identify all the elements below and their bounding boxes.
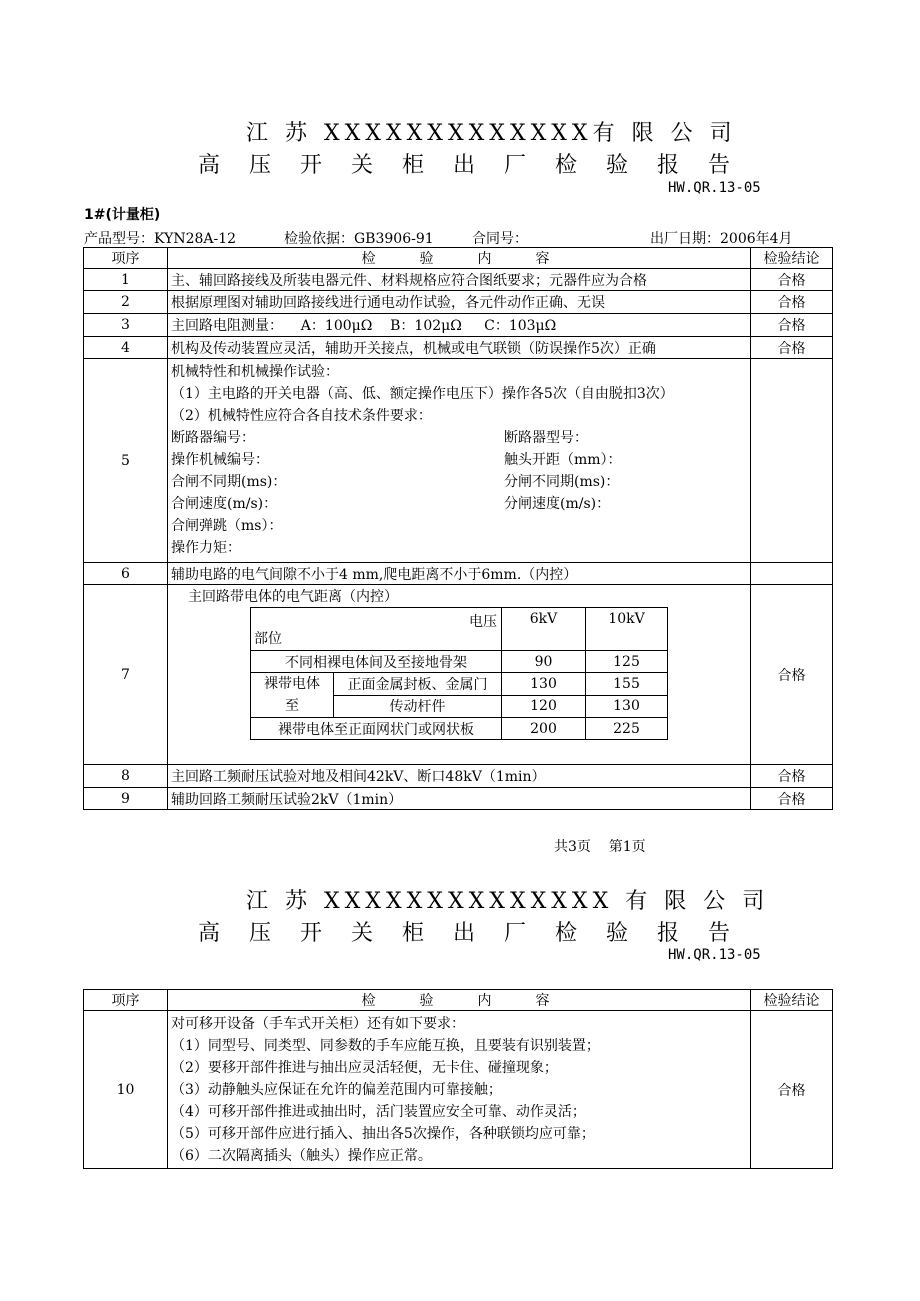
table-row: [84, 788, 833, 810]
table-row: [84, 337, 833, 359]
row-result: [751, 359, 833, 563]
breaker-model-field: 断路器型号：: [504, 430, 588, 446]
distance-caption: 主回路带电体的电气距离（内控）: [188, 589, 398, 605]
requirement-line: （5）可移开部件应进行插入、抽出各5次操作，各种联锁均应可靠；: [171, 1126, 595, 1142]
open-speed-field: 分闸速度(m/s)：: [504, 496, 611, 512]
distance-value: 225: [586, 718, 668, 740]
open-async-field: 分闸不同期(ms)：: [504, 474, 620, 490]
distance-value: 120: [502, 695, 586, 718]
table-row: [84, 269, 833, 291]
row-content: [168, 585, 751, 765]
requirement-line: （3）动静触头应保证在允许的偏差范围内可靠接触；: [171, 1082, 502, 1098]
row-content: 主回路工频耐压试验对地及相间42kV、断口48kV（1min）: [168, 765, 751, 788]
close-bounce-field: 合闸弹跳（ms）：: [171, 518, 283, 534]
distance-value: 130: [586, 695, 668, 718]
page-counter: 共3页 第1页: [554, 839, 646, 855]
corner-cell: [251, 608, 502, 651]
table-row: [84, 291, 833, 314]
row-result: 合格: [751, 765, 833, 788]
row-no: 1: [84, 269, 168, 291]
requirement-line: （4）可移开部件推进或抽出时，活门装置应安全可靠、动作灵活；: [171, 1104, 586, 1120]
voltage-6kv: 6kV: [502, 608, 586, 651]
mech-test-item2: （2）机械特性应符合各自技术条件要求：: [171, 408, 432, 424]
row-no: 4: [84, 337, 168, 359]
row-content: 辅助电路的电气间隙不小于4 mm,爬电距离不小于6mm.（内控）: [168, 563, 751, 585]
table-header: [84, 248, 833, 269]
header-result: 检验结论: [751, 990, 833, 1011]
group-label: [251, 673, 334, 718]
header-no: 项序: [84, 248, 168, 269]
row-result: 合格: [751, 585, 833, 765]
inspection-table-page2: [83, 989, 833, 1169]
mech-test-item1: （1）主电路的开关电器（高、低、额定操作电压下）操作各5次（自由脱扣3次）: [171, 386, 674, 402]
header-content: 检验内容: [168, 990, 751, 1011]
row-result: 合格: [751, 337, 833, 359]
inspection-basis: 检验依据：GB3906-91: [284, 231, 434, 247]
distance-row-label: 不同相裸电体间及至接地骨架: [251, 651, 502, 673]
group-label-line: 至: [285, 698, 299, 714]
company-name: 江 苏 XXXXXXXXXXXXX有 限 公 司: [246, 121, 737, 146]
row-no: 2: [84, 291, 168, 314]
report-title-page2: 高压开关柜出厂检验报告: [198, 921, 760, 946]
row-no: 8: [84, 765, 168, 788]
row-content: [168, 1011, 751, 1169]
header-no: 项序: [84, 990, 168, 1011]
row-content: 辅助回路工频耐压试验2kV（1min）: [168, 788, 751, 810]
inspection-table-page1: [83, 247, 833, 810]
header-content: 检验内容: [168, 248, 751, 269]
distance-row-label: 传动杆件: [334, 695, 502, 718]
breaker-no-field: 断路器编号：: [171, 430, 255, 446]
contract-no: 合同号：: [472, 231, 528, 247]
requirement-line: （1）同型号、同类型、同参数的手车应能互换，且要装有识别装置；: [171, 1038, 600, 1054]
table-row: [84, 1011, 833, 1169]
requirement-line: （6）二次隔离插头（触头）操作应正常。: [171, 1148, 432, 1164]
row-content: [168, 359, 751, 563]
mech-test-title: 机械特性和机械操作试验：: [171, 364, 339, 380]
row-content: 主回路电阻测量： A：100μΩ B：102μΩ C：103μΩ: [168, 314, 751, 337]
row-content: 机构及传动装置应灵活，辅助开关接点，机械或电气联锁（防误操作5次）正确: [168, 337, 751, 359]
row-no: 7: [84, 585, 168, 765]
row-no: 3: [84, 314, 168, 337]
doc-code-page2: HW.QR.13-05: [668, 947, 761, 963]
table-row: [84, 585, 833, 765]
row-result: 合格: [751, 269, 833, 291]
distance-row-label: 正面金属封板、金属门: [334, 673, 502, 696]
row-result: 合格: [751, 291, 833, 314]
doc-code: HW.QR.13-05: [668, 180, 761, 196]
voltage-10kv: 10kV: [586, 608, 668, 651]
distance-value: 125: [586, 651, 668, 673]
report-title: 高压开关柜出厂检验报告: [198, 153, 760, 178]
distance-table: [250, 607, 668, 740]
requirement-line: （2）要移开部件推进与抽出应灵活轻便，无卡住、碰撞现象；: [171, 1060, 558, 1076]
corner-voltage-label: 电压: [469, 614, 497, 630]
header-result: 检验结论: [751, 248, 833, 269]
distance-value: 200: [502, 718, 586, 740]
row-result: 合格: [751, 788, 833, 810]
row-no: 5: [84, 359, 168, 563]
close-speed-field: 合闸速度(m/s)：: [171, 496, 278, 512]
table-row: [84, 359, 833, 563]
corner-position-label: 部位: [254, 631, 282, 647]
table-row: [84, 314, 833, 337]
requirement-line: 对可移开设备（手车式开关柜）还有如下要求：: [171, 1016, 465, 1032]
distance-value: 155: [586, 673, 668, 696]
row-no: 10: [84, 1011, 168, 1169]
distance-value: 130: [502, 673, 586, 696]
product-model: 产品型号：KYN28A-12: [84, 231, 237, 247]
close-async-field: 合闸不同期(ms)：: [171, 474, 287, 490]
row-no: 9: [84, 788, 168, 810]
row-content: 根据原理图对辅助回路接线进行通电动作试验，各元件动作正确、无误: [168, 291, 751, 314]
table-row: [84, 563, 833, 585]
distance-value: 90: [502, 651, 586, 673]
company-name-page2: 江 苏 XXXXXXXXXXXXXX 有 限 公 司: [246, 889, 770, 914]
row-result: [751, 563, 833, 585]
cabinet-label: 1#(计量柜): [84, 207, 161, 223]
row-result: 合格: [751, 314, 833, 337]
distance-row-label: 裸带电体至正面网状门或网状板: [251, 718, 502, 740]
torque-field: 操作力矩：: [171, 540, 241, 556]
row-no: 6: [84, 563, 168, 585]
row-result: 合格: [751, 1011, 833, 1169]
factory-date: 出厂日期：2006年4月: [650, 231, 793, 247]
table-header: [84, 990, 833, 1011]
mech-no-field: 操作机械编号：: [171, 452, 269, 468]
contact-gap-field: 触头开距（mm）：: [504, 452, 622, 468]
group-label-line: 裸带电体: [264, 676, 320, 692]
row-content: 主、辅回路接线及所装电器元件、材料规格应符合图纸要求；元器件应为合格: [168, 269, 751, 291]
table-row: [84, 765, 833, 788]
